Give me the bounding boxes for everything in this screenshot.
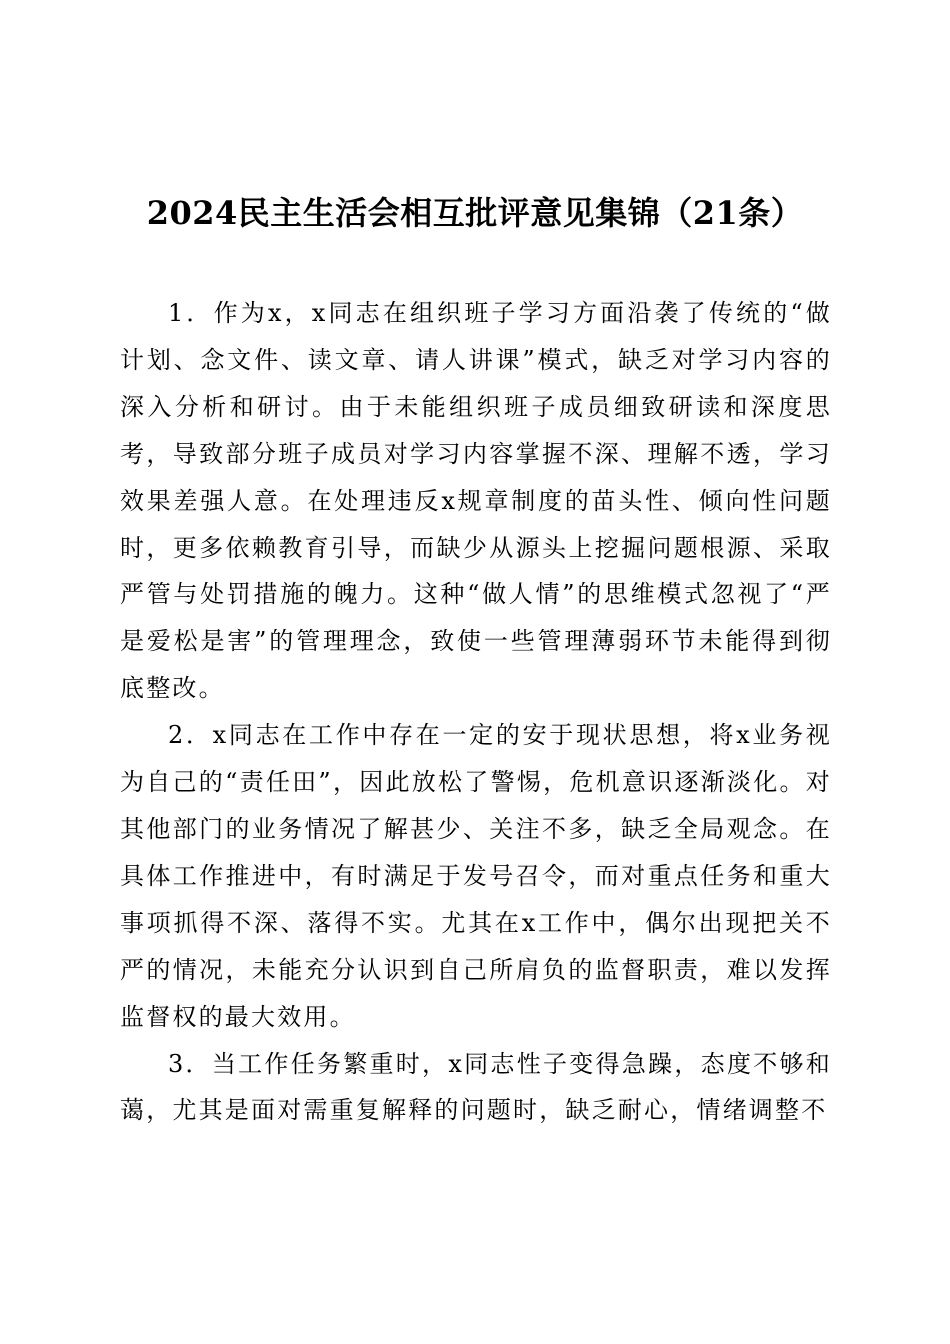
- paragraph-item-3: 3．当工作任务繁重时，x同志性子变得急躁，态度不够和蔼，尤其是面对需重复解释的问题时，缺乏耐心，情绪调整不: [120, 1049, 832, 1125]
- paragraph-item-2: 2．x同志在工作中存在一定的安于现状思想，将x业务视为自己的“责任田”，因此放松了警惕，危机意识逐渐淡化。对其他部门的业务情况了解甚少、关注不多，缺乏全局观念。在具体工作推进中，有时满足于发号召令，而对重点任务和重大事项抓得不深、落得不实。尤其在x工作中，偶尔出现把关不严的情况，未能充分认识到自己所肩负的监督职责，难以发挥监督权的最大效用。: [120, 721, 832, 1031]
- document-title: 2024民主生活会相互批评意见集锦（21条）: [146, 194, 804, 232]
- paragraph-item-1: 1．作为x，x同志在组织班子学习方面沿袭了传统的“做计划、念文件、读文章、请人讲课”模式，缺乏对学习内容的深入分析和研讨。由于未能组织班子成员细致研读和深度思考，导致部分班子成员对学习内容掌握不深、理解不透，学习效果差强人意。在处理违反x规章制度的苗头性、倾向性问题时，更多依赖教育引导，而缺少从源头上挖掘问题根源、采取严管与处罚措施的魄力。这种“做人情”的思维模式忽视了“严是爱松是害”的管理理念，致使一些管理薄弱环节未能得到彻底整改。: [120, 299, 832, 703]
- document-body: [120, 290, 832, 1134]
